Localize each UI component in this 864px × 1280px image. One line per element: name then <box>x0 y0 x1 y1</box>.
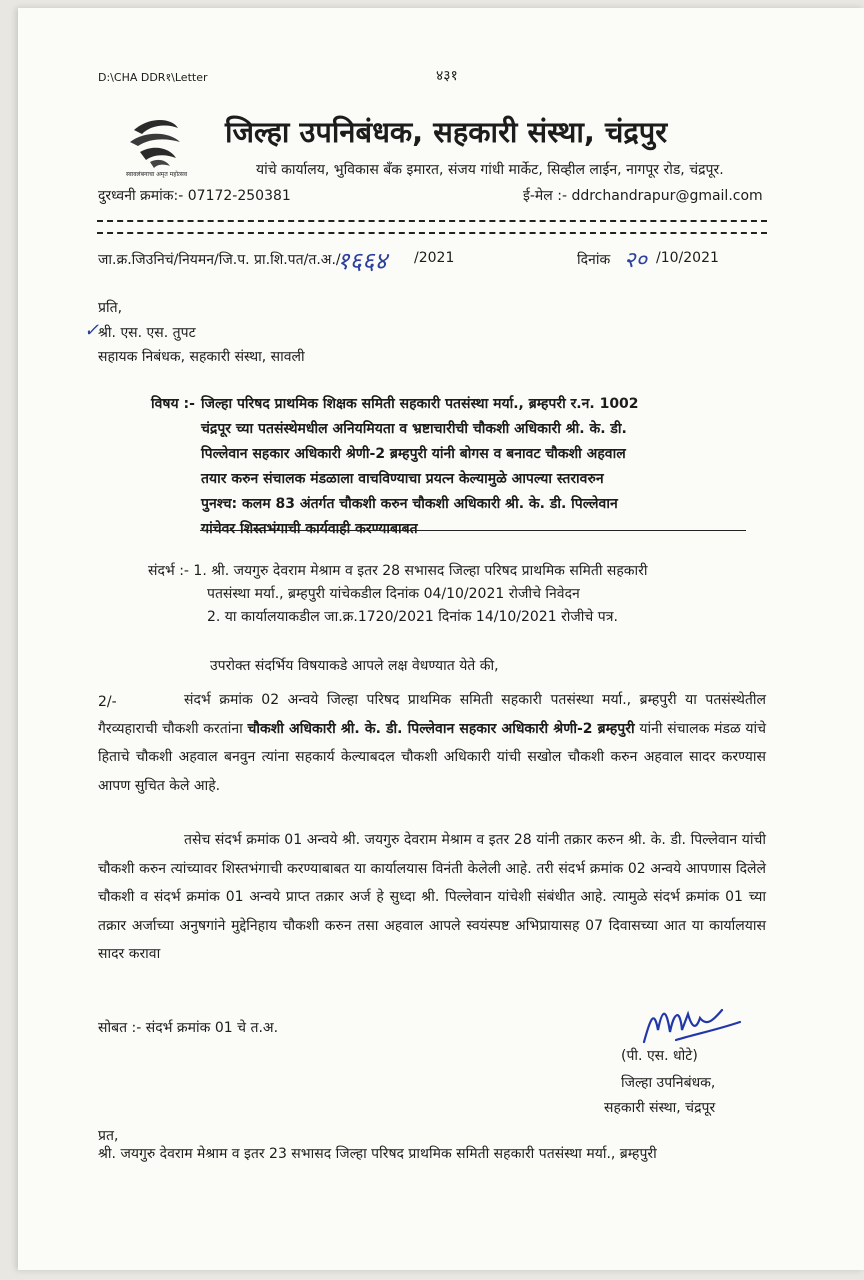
recipient-prefix: प्रति, <box>98 300 123 316</box>
enclosure-note: सोबत :- संदर्भ क्रमांक 01 चे त.अ. <box>98 1020 279 1036</box>
logo-caption: स्वावलंबनाचा अमृत महोत्सव <box>126 171 188 178</box>
copy-label: प्रत, <box>98 1128 119 1144</box>
paragraph-text: यांनी संचालक मंडळ यांचे हिताचे चौकशी अहवाल बनवुन त्यांना सहकार्य केल्याबदल चौकशी अधिकारी यांची सखोल चौकशी करुन अहवाल सादर करण्यास आपण सुचित केले आहे. <box>98 720 766 794</box>
office-address: यांचे कार्यालय, भुविकास बँक इमारत, संजय गांधी मार्केट, सिव्हील लाईन, नागपूर रोड, चंद्रपूर. <box>256 162 724 178</box>
subject-line: जिल्हा परिषद प्राथमिक शिक्षक समिती सहकारी पतसंस्था मर्या., ब्रम्हपरी र.न. 1002 <box>201 396 639 412</box>
subject-line: चंद्रपूर च्या पतसंस्थेमधील अनियमियता व भ्रष्टाचारीची चौकशी अधिकारी श्री. के. डी. <box>201 421 627 437</box>
reference-year: /2021 <box>414 250 455 266</box>
subject-line: पुनश्च: कलम 83 अंतर्गत चौकशी करुन चौकशी अधिकारी श्री. के. डी. पिल्लेवान <box>201 496 618 512</box>
paragraph-number: 2/- <box>98 694 117 710</box>
handwritten-date-day: २० <box>624 248 647 273</box>
date-month-year: /10/2021 <box>656 250 719 266</box>
reference-item: 1. श्री. जयगुरु देवराम मेश्राम व इतर 28 सभासद जिल्हा परिषद प्राथमिक समिती सहकारी <box>193 563 648 579</box>
references-block <box>148 560 648 629</box>
subject-label: विषय :- <box>151 396 195 412</box>
office-title: जिल्हा उपनिबंधक, सहकारी संस्था, चंद्रपुर <box>225 115 668 149</box>
office-phone: दुरध्वनी क्रमांक:- 07172-250381 <box>98 188 291 204</box>
recipient-name: श्री. एस. एस. तुपट <box>98 325 196 341</box>
header-divider <box>97 232 767 234</box>
subject-line: यांचेवर शिस्तभंगाची कार्यवाही करण्याबाबत <box>201 521 418 537</box>
header-divider <box>97 220 767 222</box>
copy-recipient: श्री. जयगुरु देवराम मेश्राम व इतर 23 सभासद जिल्हा परिषद प्राथमिक समिती सहकारी पतसंस्था मर्या., ब्रम्हपुरी <box>98 1146 657 1162</box>
recipient-designation: सहायक निबंधक, सहकारी संस्था, सावली <box>98 349 305 365</box>
subject-line: पिल्लेवान सहकार अधिकारी श्रेणी-2 ब्रम्हपुरी यांनी बोगस व बनावट चौकशी अहवाल <box>201 446 626 462</box>
page-number: ४३१ <box>436 68 458 84</box>
handwritten-signature-icon <box>636 1000 746 1050</box>
handwritten-reference-number: १६६४ <box>337 247 387 275</box>
body-paragraph-2: तसेच संदर्भ क्रमांक 01 अन्वये श्री. जयगुरु देवराम मेश्राम व इतर 28 यांनी तक्रार करुन श्री. के. डी. पिल्लेवान यांची चौकशी करुन त्यांच्यावर शिस्तभंगाची करण्याबाबत या कार्यालयास विनंती केलेली आहे. तरी संदर्भ क्रमांक 02 अन्वये आपणास दिलेले चौकशी व संदर्भ क्रमांक 01 अन्वये प्राप्त तक्रार अर्ज हे सुध्दा श्री. पिल्लेवान यांचेशी संबंधीत आहे. त्यामुळे संदर्भ क्रमांक 01 च्या तक्रार अर्जाच्या अनुषगांने मुद्देनिहाय चौकशी करुन तसा अहवाल आपले स्वयंस्पष्ट अभिप्रायासह 07 दिवासच्या आत या कार्यालयास सादर करावा <box>98 832 766 962</box>
reference-item: 2. या कार्यालयाकडील जा.क्र.1720/2021 दिनांक 14/10/2021 रोजीचे पत्र. <box>207 609 618 625</box>
signatory-name: (पी. एस. धोटे) <box>621 1048 698 1064</box>
file-path: D:\CHA DDR१\Letter <box>98 71 208 84</box>
body-intro: उपरोक्त संदर्भिय विषयाकडे आपले लक्ष वेधण्यात येते की, <box>210 658 499 674</box>
subject-block <box>151 392 771 542</box>
handwritten-tick-mark: ✓ <box>84 320 100 341</box>
subject-underline <box>200 530 746 531</box>
subject-line: तयार करुन संचालक मंडळाला वाचविण्याचा प्रयत्न केल्यामुळे आपल्या स्तरावरुन <box>201 471 604 487</box>
date-label: दिनांक <box>577 252 611 268</box>
signatory-designation: जिल्हा उपनिबंधक, <box>621 1075 716 1091</box>
references-label: संदर्भ :- <box>148 563 189 579</box>
body-paragraph-1 <box>98 686 766 800</box>
reference-number: जा.क्र.जिउनिचं/नियमन/जि.प. प्रा.शि.पत/त.अ./ <box>98 252 341 268</box>
office-email: ई-मेल :- ddrchandrapur@gmail.com <box>523 188 763 204</box>
paragraph-bold-text: चौकशी अधिकारी श्री. के. डी. पिल्लेवान सहकार अधिकारी श्रेणी-2 ब्रम्हपुरी <box>247 720 635 737</box>
signatory-office: सहकारी संस्था, चंद्रपूर <box>604 1100 716 1116</box>
reference-item: पतसंस्था मर्या., ब्रम्हपुरी यांचेकडील दिनांक 04/10/2021 रोजीचे निवेदन <box>207 586 580 602</box>
paragraph-text: संदर्भ क्रमांक 02 अन्वये जिल्हा परिषद प्राथमिक समिती सहकारी पतसंस्था मर्या., ब्रम्हपुरी या पतसंस्थेतील गैरव्यहाराची चौकशी करतांना <box>98 692 766 737</box>
